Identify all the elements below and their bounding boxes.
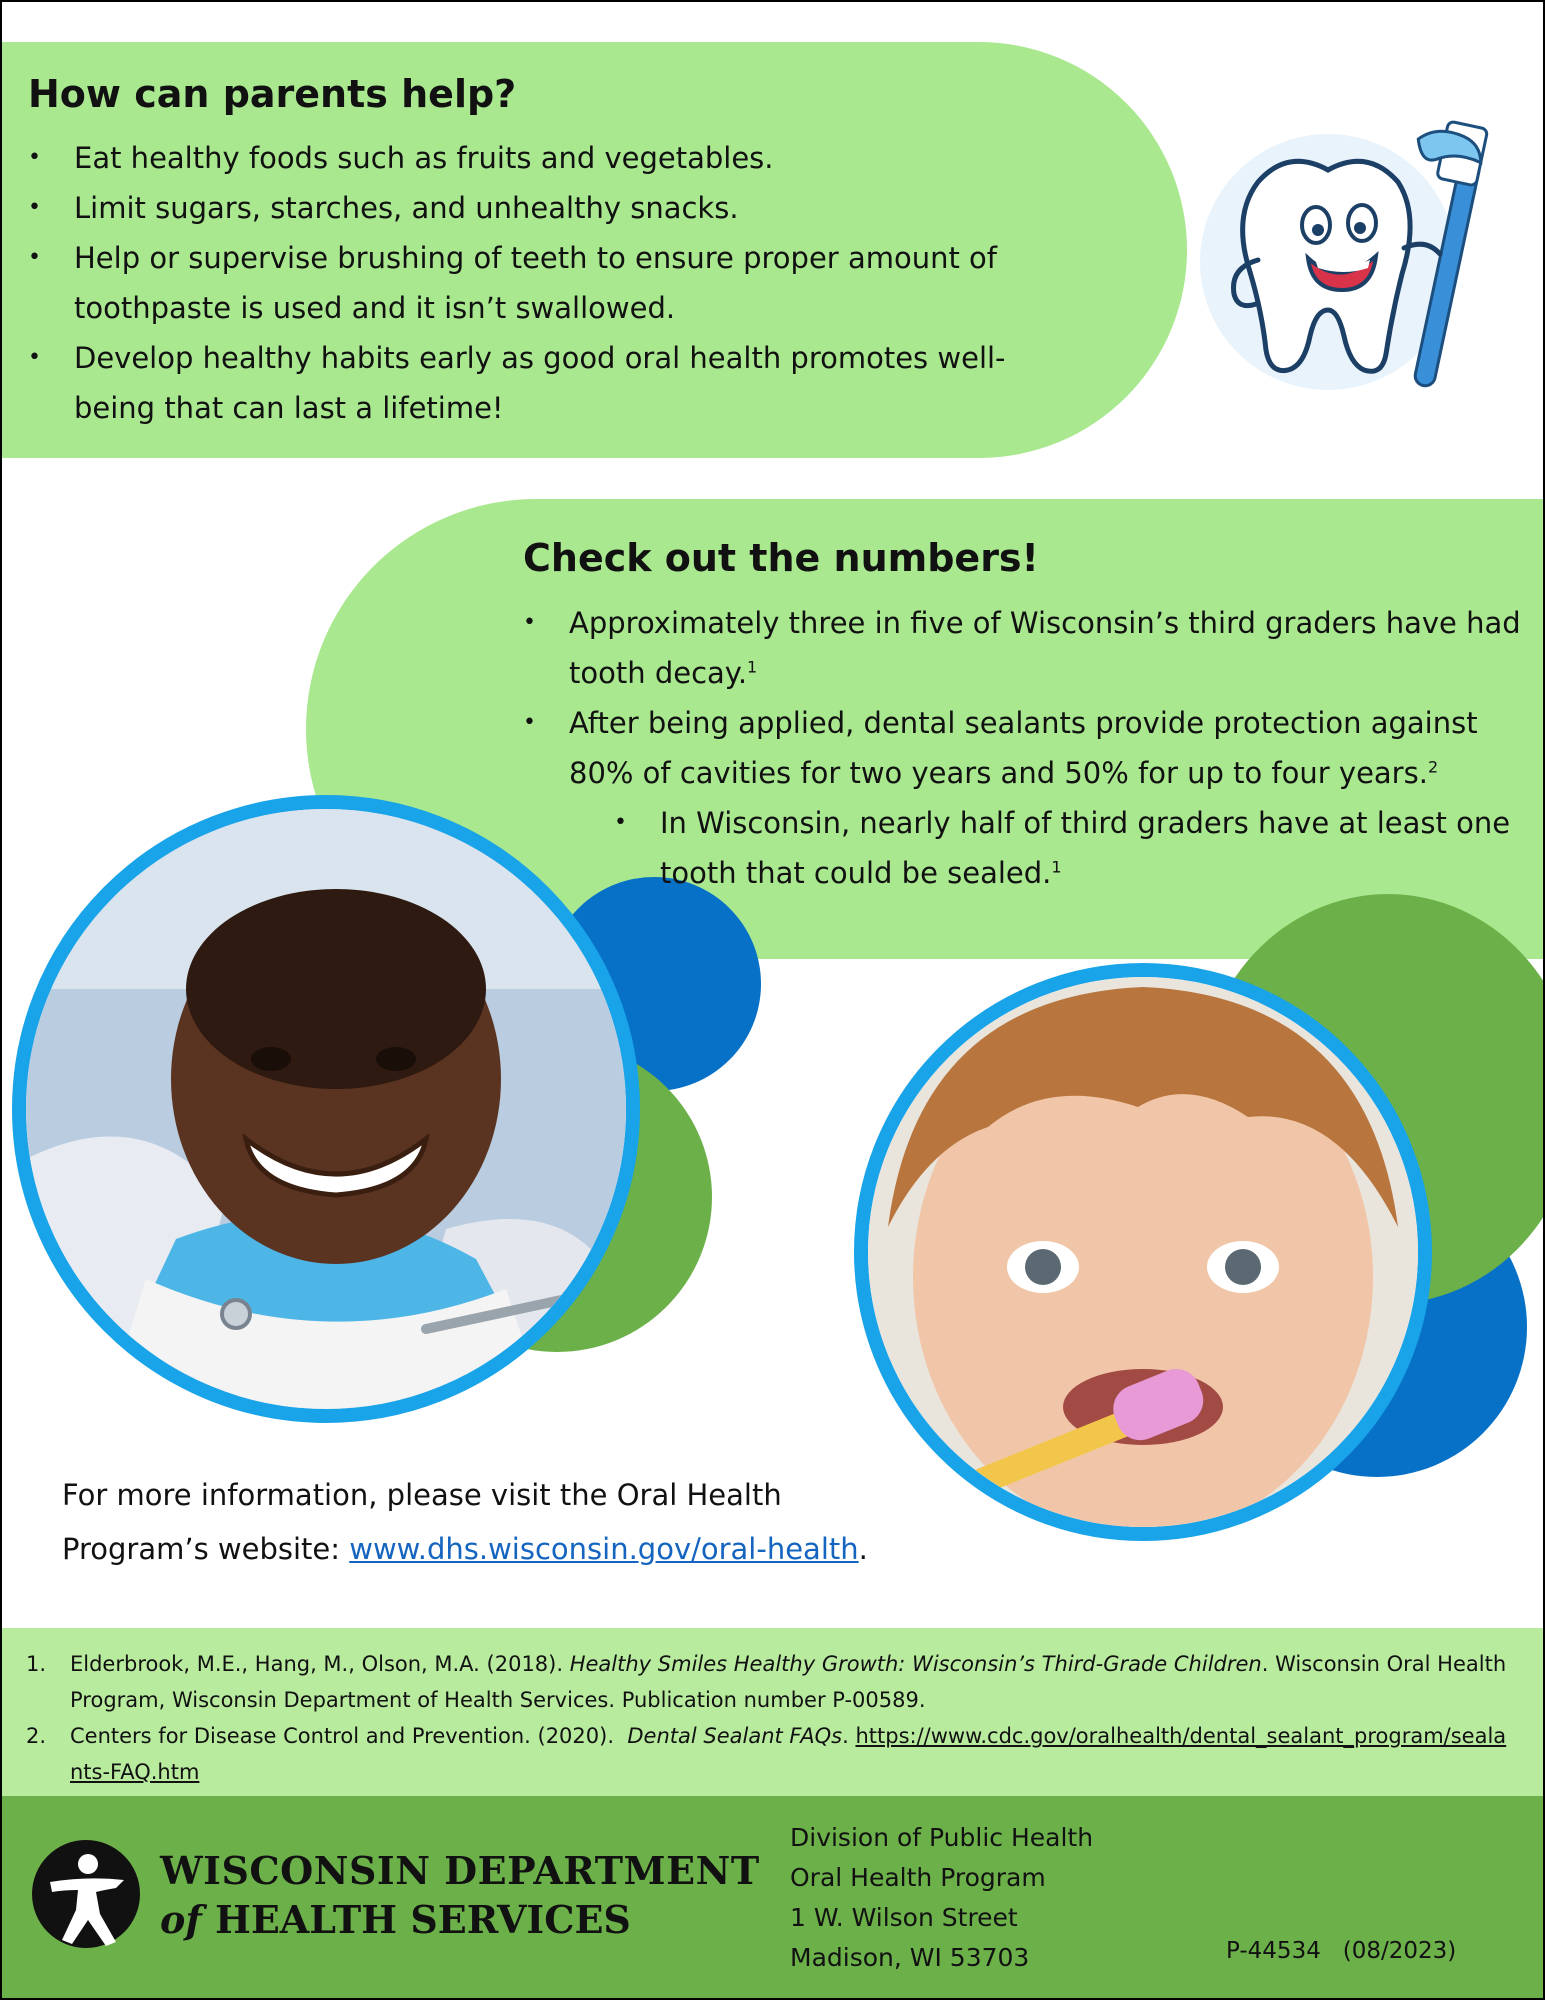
tooth-mascot-illustration (1198, 120, 1528, 390)
oral-health-website-link[interactable]: www.dhs.wisconsin.gov/oral-health (349, 1532, 859, 1566)
footnote-ref: 1 (747, 657, 758, 677)
list-item: • Develop healthy habits early as good oral health promotes well-being that can last a lifetime! (28, 341, 1006, 425)
dhs-logo-text: WISCONSIN DEPARTMENT of HEALTH SERVICES (160, 1848, 760, 1942)
reference-item: 1. Elderbrook, M.E., Hang, M., Olson, M.A. (2018). Healthy Smiles Healthy Growth: Wisconsin’s Third-Grade Children. Wisconsin Oral Health Program, Wisconsin Department of Health Services. Publication number P-00589. (26, 1652, 1507, 1712)
parents-heading: How can parents help? (28, 72, 517, 116)
numbers-list (523, 598, 1523, 898)
cdc-sealant-faq-link[interactable]: https://www.cdc.gov/oralhealth/dental_sealant_program/sealants-FAQ.htm (70, 1724, 1507, 1784)
photo-girl-brushing-teeth (854, 963, 1432, 1541)
parents-list (28, 133, 1068, 433)
dhs-logo-icon (30, 1838, 142, 1950)
list-item: • In Wisconsin, nearly half of third graders have at least one tooth that could be sealed.$^1$ (614, 806, 1511, 890)
list-item: • Eat healthy foods such as fruits and vegetables. (28, 141, 774, 175)
list-item: • Limit sugars, starches, and unhealthy snacks. (28, 191, 739, 225)
references-section (2, 1628, 1545, 1796)
footnote-ref: 2 (1427, 757, 1439, 777)
list-item: • Help or supervise brushing of teeth to ensure proper amount of toothpaste is used and it isn’t swallowed. (28, 241, 998, 325)
list-item: • Approximately three in five of Wisconsin’s third graders have had tooth decay.$^1$ (523, 606, 1521, 690)
footer (2, 1796, 1545, 2000)
references-list (2, 1628, 1545, 1790)
list-item: • After being applied, dental sealants provide protection against 80% of cavities for two years and 50% for up to four years.$^2$ (523, 706, 1478, 790)
more-info: For more information, please visit the Oral Health Program’s website: www.dhs.wisconsin.gov/oral-health. (62, 1478, 868, 1566)
photo-boy-at-dentist (12, 795, 640, 1423)
publication-number: P-44534 (08/2023) (1226, 1938, 1457, 1964)
numbers-heading: Check out the numbers! (523, 536, 1039, 580)
address-block: Division of Public Health Oral Health Program 1 W. Wilson Street Madison, WI 53703 (790, 1823, 1094, 1972)
footnote-ref: 1 (1051, 857, 1062, 877)
reference-item: 2. Centers for Disease Control and Prevention. (2020). Dental Sealant FAQs. https://www.cdc.gov/oralhealth/dental_sealant_program/sealants-FAQ.htm (26, 1724, 1507, 1784)
